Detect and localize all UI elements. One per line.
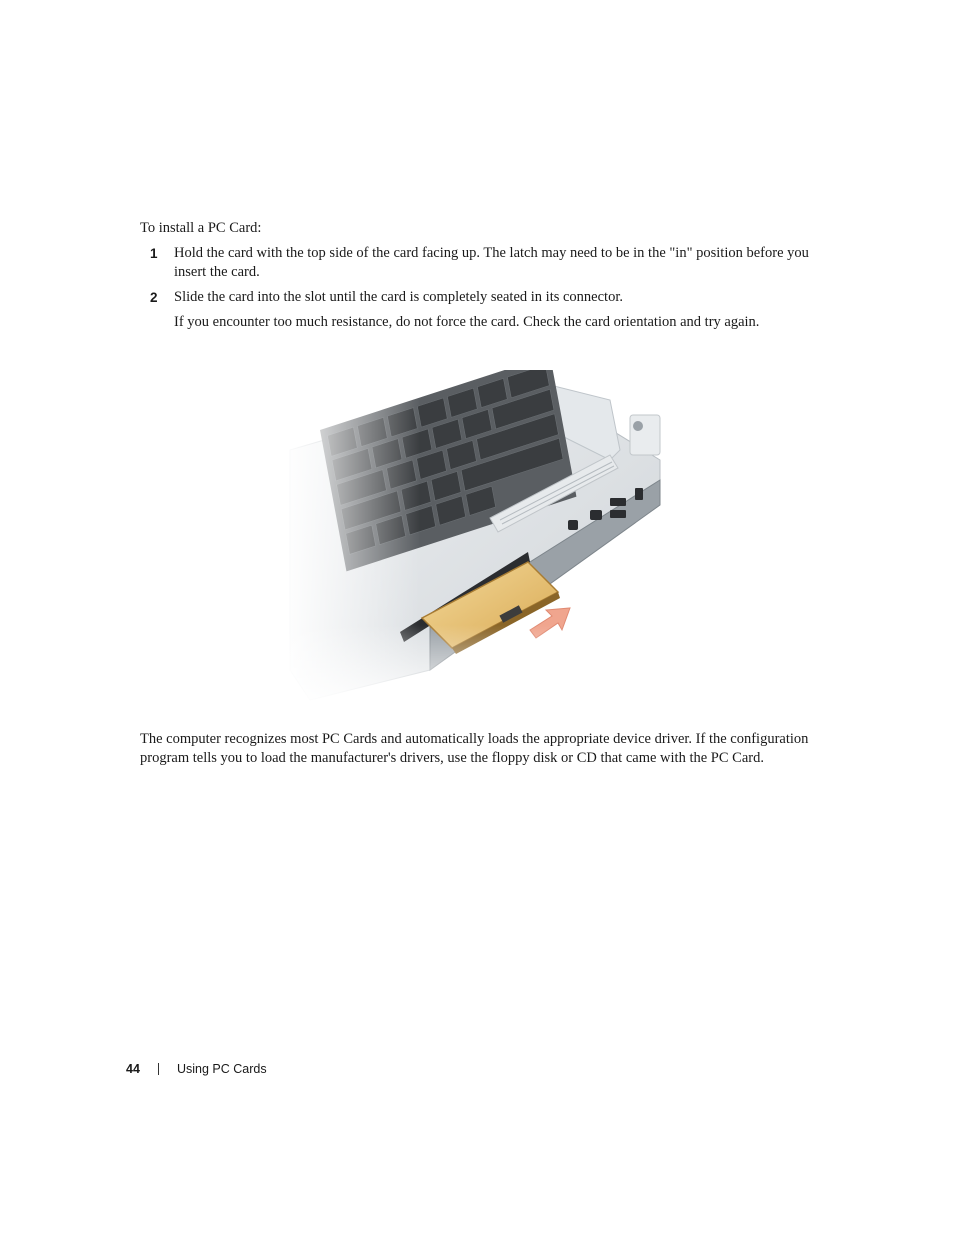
body-paragraph: The computer recognizes most PC Cards and automatically loads the appropriate device driver. If the configuration program tells you to load the manufacturer's drivers, use the floppy disk or CD that came with the PC Card. (140, 731, 809, 766)
page-number: 44 (126, 1062, 140, 1076)
step-number: 1 (150, 246, 158, 261)
step-item (140, 288, 820, 307)
step-note-text: If you encounter too much resistance, do not force the card. Check the card orientation and try again. (174, 314, 760, 330)
step-text: Hold the card with the top side of the card facing up. The latch may need to be in the "in" position before you insert the card. (174, 245, 809, 280)
intro-text: To install a PC Card: (140, 220, 262, 236)
page-footer (126, 1062, 267, 1076)
pc-card-insertion-illustration (280, 370, 680, 710)
step-number: 2 (150, 290, 158, 305)
footer-divider (158, 1063, 159, 1075)
step-note (140, 313, 820, 332)
step-text: Slide the card into the slot until the card is completely seated in its connector. (174, 289, 623, 305)
step-item (140, 244, 820, 282)
footer-section-title: Using PC Cards (177, 1062, 267, 1076)
step-list (140, 244, 820, 332)
